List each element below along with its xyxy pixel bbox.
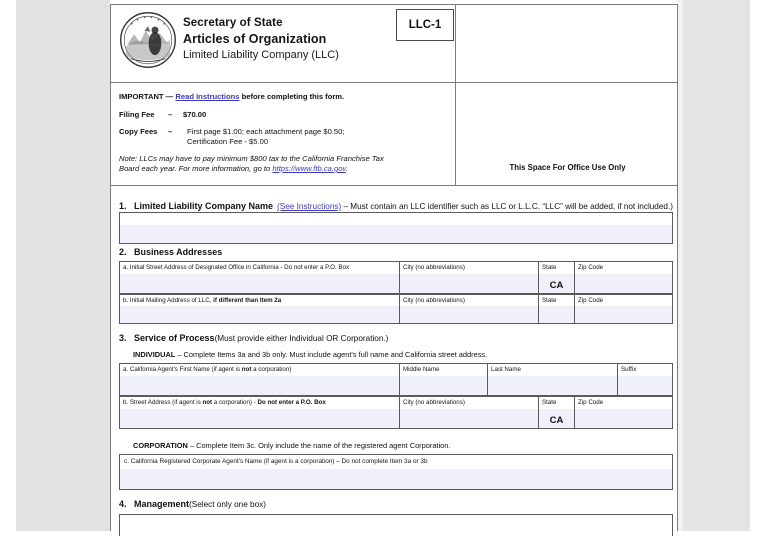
section-4-sub-bold: only bbox=[216, 500, 232, 509]
cell-2b-zip[interactable] bbox=[575, 295, 672, 323]
filing-fee-label: Filing Fee bbox=[119, 110, 155, 119]
cell-2b-zip-fill bbox=[575, 306, 672, 323]
copy-fees-label: Copy Fees bbox=[119, 127, 158, 136]
copy-fees-line-2: Certification Fee - $5.00 bbox=[187, 137, 269, 146]
cell-3b-city[interactable] bbox=[400, 397, 539, 428]
cell-2b-state-label: State bbox=[542, 297, 557, 304]
cell-3a-first-name-label bbox=[123, 366, 397, 374]
form-subtitle: Limited Liability Company (LLC) bbox=[183, 49, 339, 61]
section-3-heading bbox=[119, 333, 388, 343]
cell-3b-label-bold-2: Do not enter a P.O. Box bbox=[257, 399, 326, 406]
section-3-sub: (Must provide either Individual bbox=[214, 334, 327, 343]
section-3-sub-bold: OR bbox=[326, 334, 339, 343]
cell-2b-zip-label: Zip Code bbox=[578, 297, 604, 304]
filing-fee-value: $70.00 bbox=[183, 110, 207, 119]
cell-3a-label-text: a. California Agent's First Name (if agent is bbox=[123, 366, 242, 373]
cell-2a-street-address[interactable] bbox=[120, 262, 400, 293]
section-4-sub-post: one box) bbox=[231, 500, 266, 509]
cell-3b-city-fill bbox=[400, 409, 538, 428]
cell-2b-city-label: City (no abbreviations) bbox=[403, 297, 465, 304]
cell-3b-state[interactable] bbox=[539, 397, 575, 428]
viewer-left-gutter bbox=[16, 0, 110, 531]
cell-2b-state[interactable] bbox=[539, 295, 575, 323]
section-4-number: 4. bbox=[119, 499, 127, 509]
cell-3a-label-bold: not bbox=[241, 366, 252, 373]
cell-3a-middle-name[interactable] bbox=[400, 364, 488, 395]
note-line-2-prefix: Board each year. For more information, go to bbox=[119, 164, 273, 173]
table-row-2a bbox=[119, 261, 673, 294]
office-use-label: This Space For Office Use Only bbox=[509, 163, 626, 172]
copy-fees-line-1: First page $1.00; each attachment page $0.50; bbox=[187, 127, 345, 136]
important-line bbox=[119, 92, 344, 102]
cell-2b-city[interactable] bbox=[400, 295, 539, 323]
cell-2b-label-text: b. Initial Mailing Address of LLC, bbox=[123, 297, 214, 304]
llc-name-field-fill bbox=[120, 225, 672, 243]
cell-3a-first-name[interactable] bbox=[120, 364, 400, 395]
section-4-sub-pre: (Select bbox=[189, 500, 217, 509]
section-3-number: 3. bbox=[119, 333, 127, 343]
header-vertical-rule bbox=[455, 5, 456, 83]
section-4-title: Management bbox=[134, 499, 190, 509]
corporation-label: CORPORATION bbox=[133, 441, 188, 450]
note-line-2-suffix: . bbox=[345, 164, 348, 173]
cell-2a-street-address-fill bbox=[120, 274, 399, 293]
section-1-number: 1. bbox=[119, 201, 127, 211]
corporate-agent-name-fill bbox=[120, 469, 672, 489]
cell-3a-first-name-fill bbox=[120, 376, 399, 395]
note-line-1: Note: LLCs may have to pay minimum $800 tax to the California Franchise Tax bbox=[119, 154, 384, 163]
cell-2a-street-address-label: a. Initial Street Address of Designated Office in California - Do not enter a P.O. Box bbox=[123, 264, 350, 271]
cell-3b-zip[interactable] bbox=[575, 397, 672, 428]
llc-name-field[interactable] bbox=[119, 212, 673, 244]
corporate-agent-name-field[interactable] bbox=[119, 454, 673, 490]
section-2-title: Business Addresses bbox=[134, 247, 223, 257]
important-prefix: IMPORTANT — bbox=[119, 92, 176, 101]
form-title-group bbox=[183, 16, 339, 63]
important-suffix: before completing this form. bbox=[239, 92, 345, 101]
cell-2b-city-fill bbox=[400, 306, 538, 323]
cell-2b-state-fill bbox=[539, 306, 574, 323]
corporation-instruction bbox=[133, 441, 450, 450]
cell-2a-state-value: CA bbox=[549, 280, 564, 291]
cell-2a-city[interactable] bbox=[400, 262, 539, 293]
cell-3b-state-label: State bbox=[542, 399, 557, 406]
cell-2b-mailing-address[interactable] bbox=[120, 295, 400, 323]
section-3-sub-tail: Corporation.) bbox=[338, 334, 389, 343]
cell-3a-label-tail: a corporation) bbox=[251, 366, 292, 373]
note-line-2 bbox=[119, 164, 348, 174]
cell-3a-middle-name-fill bbox=[400, 376, 487, 395]
form-header bbox=[111, 5, 677, 83]
cell-3b-zip-fill bbox=[575, 409, 672, 428]
cell-2a-state-label: State bbox=[542, 264, 557, 271]
california-state-seal-icon bbox=[119, 11, 177, 73]
cell-3b-label-text: b. Street Address (if agent is bbox=[123, 399, 203, 406]
cell-3a-last-name-fill bbox=[488, 376, 617, 395]
section-1-title: Limited Liability Company Name bbox=[134, 201, 274, 211]
form-page bbox=[110, 4, 678, 531]
table-row-3a bbox=[119, 363, 673, 396]
cell-2a-state[interactable] bbox=[539, 262, 575, 293]
management-selection-box[interactable] bbox=[119, 514, 673, 536]
table-row-2b bbox=[119, 294, 673, 324]
filing-fee-dash: – bbox=[168, 110, 173, 119]
cell-2b-mailing-address-fill bbox=[120, 306, 399, 323]
section-1-detail: – Must contain an LLC identifier such as LLC or L.L.C. “LLC” will be added, if not included.) bbox=[341, 202, 673, 211]
cell-3b-street-address[interactable] bbox=[120, 397, 400, 428]
section-4-heading bbox=[119, 499, 266, 509]
cell-2a-zip-label: Zip Code bbox=[578, 264, 604, 271]
instructions-vertical-rule bbox=[455, 83, 456, 186]
cell-3b-street-address-fill bbox=[120, 409, 399, 428]
section-2-number: 2. bbox=[119, 247, 127, 257]
section-1-see-instructions-link[interactable]: (See Instructions) bbox=[277, 202, 342, 211]
cell-3a-suffix-label: Suffix bbox=[621, 366, 637, 373]
instructions-block bbox=[111, 83, 677, 186]
cell-2b-mailing-address-label bbox=[123, 297, 397, 305]
form-code-badge: LLC-1 bbox=[396, 9, 454, 41]
viewer-right-gutter bbox=[683, 0, 750, 531]
cell-3a-middle-name-label: Middle Name bbox=[403, 366, 440, 373]
read-instructions-link[interactable]: Read Instructions bbox=[175, 92, 240, 101]
cell-3b-zip-label: Zip Code bbox=[578, 399, 604, 406]
corporate-agent-name-label: c. California Registered Corporate Agent's Name (if agent is a corporation) – Do not complete Item 3a or 3b bbox=[124, 458, 428, 465]
table-row-3b bbox=[119, 396, 673, 429]
section-2-heading bbox=[119, 247, 222, 257]
cell-2a-city-fill bbox=[400, 274, 538, 293]
cell-2a-zip[interactable] bbox=[575, 262, 672, 293]
section-1-heading bbox=[119, 201, 673, 211]
cell-2a-zip-fill bbox=[575, 274, 672, 293]
individual-instruction bbox=[133, 350, 487, 359]
cell-3b-street-address-label bbox=[123, 399, 397, 407]
corporation-text: – Complete Item 3c. Only include the name of the registered agent Corporation. bbox=[187, 441, 451, 450]
cell-3b-city-label: City (no abbreviations) bbox=[403, 399, 465, 406]
cell-3b-label-bold: not bbox=[202, 399, 213, 406]
cell-3a-last-name[interactable] bbox=[488, 364, 618, 395]
cell-3a-last-name-label: Last Name bbox=[491, 366, 521, 373]
cell-2a-city-label: City (no abbreviations) bbox=[403, 264, 465, 271]
cell-3b-label-mid: a corporation) - bbox=[212, 399, 258, 406]
copy-fees-dash: – bbox=[168, 127, 173, 136]
individual-text: – Complete Items 3a and 3b only. Must include agent's full name and California street address. bbox=[175, 350, 488, 359]
cell-3a-suffix[interactable] bbox=[618, 364, 672, 395]
section-3-title: Service of Process bbox=[134, 333, 215, 343]
agency-name: Secretary of State bbox=[183, 17, 283, 29]
individual-label: INDIVIDUAL bbox=[133, 350, 176, 359]
cell-2b-label-bold: if different than Item 2a bbox=[213, 297, 282, 304]
ftb-website-link[interactable]: https://www.ftb.ca.gov bbox=[272, 164, 346, 173]
cell-3b-state-value: CA bbox=[549, 415, 564, 426]
form-title: Articles of Organization bbox=[183, 32, 327, 46]
cell-3a-suffix-fill bbox=[618, 376, 672, 395]
